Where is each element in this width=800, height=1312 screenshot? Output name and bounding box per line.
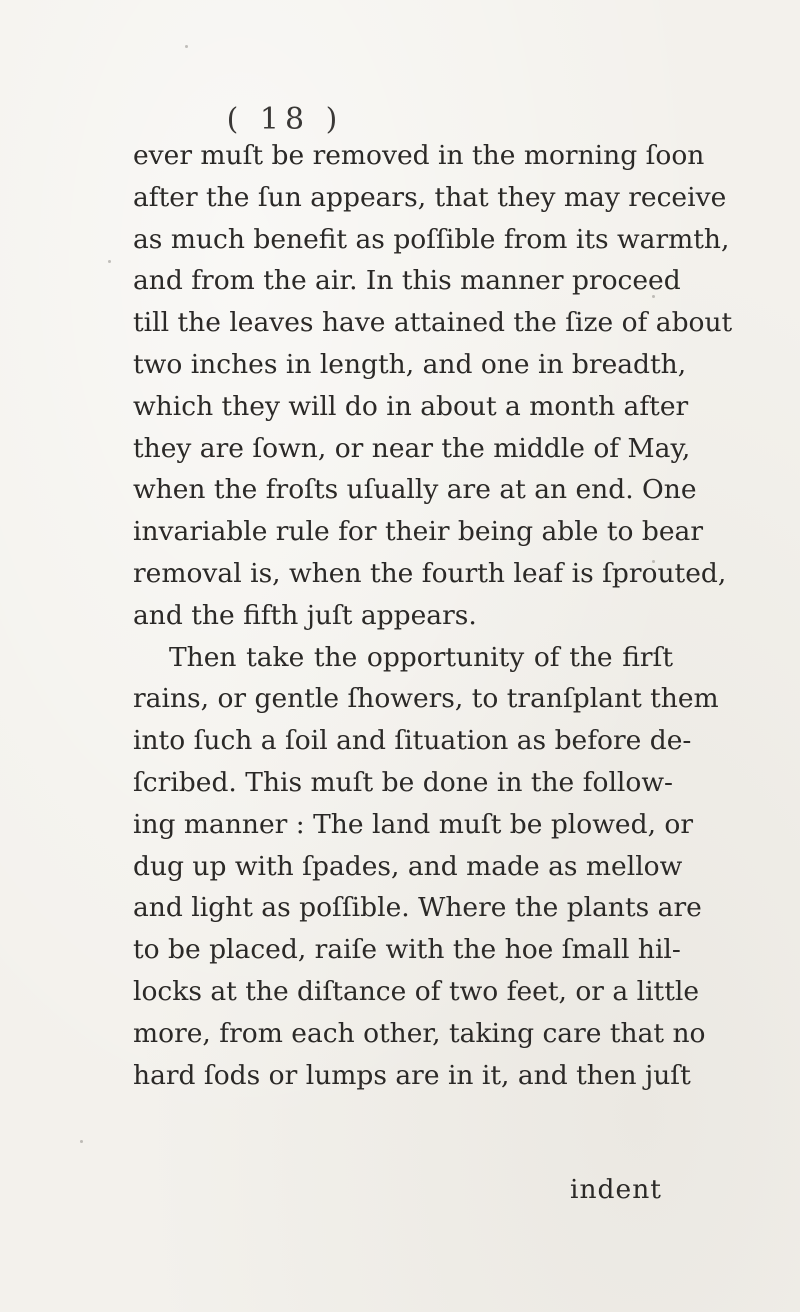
text-line: ever muſt be removed in the morning ſoon	[133, 140, 705, 171]
text-line: they are ſown, or near the middle of May,	[133, 432, 691, 464]
paper-speck	[108, 260, 111, 263]
page-number: ( 18 )	[226, 102, 344, 137]
text-line: two inches in length, and one in breadth,	[133, 348, 687, 380]
text-line: and from the air. In this manner proceed	[133, 265, 681, 297]
text-line: removal is, when the fourth leaf is ſprouted,	[133, 557, 727, 589]
paper-speck	[185, 45, 188, 48]
text-line: ing manner : The land muſt be plowed, or	[133, 808, 694, 840]
paper-speck	[652, 295, 655, 298]
text-line: into ſuch a ſoil and ſituation as before de-	[133, 725, 692, 757]
text-line: rains, or gentle ſhowers, to tranſplant them	[133, 683, 719, 715]
text-line: as much benefit as poſſible from its warmth,	[133, 223, 730, 255]
text-line: hard ſods or lumps are in it, and then juſt	[133, 1059, 691, 1091]
text-line: invariable rule for their being able to bear	[133, 516, 703, 548]
text-line: and light as poſſible. Where the plants are	[133, 892, 702, 924]
text-line: dug up with ſpades, and made as mellow	[133, 850, 683, 882]
catchword: indent	[570, 1174, 662, 1205]
text-line: more, from each other, taking care that no	[133, 1017, 706, 1049]
paper-speck	[652, 560, 655, 563]
text-line-paragraph-start: Then take the opportunity of the firſt	[169, 641, 673, 673]
text-line: when the froſts uſually are at an end. One	[133, 474, 697, 506]
body-text	[133, 135, 733, 1096]
text-line: which they will do in about a month after	[133, 390, 689, 422]
text-line: to be placed, raiſe with the hoe ſmall hil-	[133, 934, 681, 966]
text-line: till the leaves have attained the ſize of about	[133, 307, 733, 339]
text-line-paragraph-end: and the fifth juſt appears.	[133, 599, 477, 631]
text-line: locks at the diſtance of two feet, or a little	[133, 975, 699, 1007]
paper-speck	[80, 1140, 83, 1143]
text-line: ſcribed. This muſt be done in the follow-	[133, 766, 673, 798]
text-line: after the ſun appears, that they may receive	[133, 181, 727, 213]
